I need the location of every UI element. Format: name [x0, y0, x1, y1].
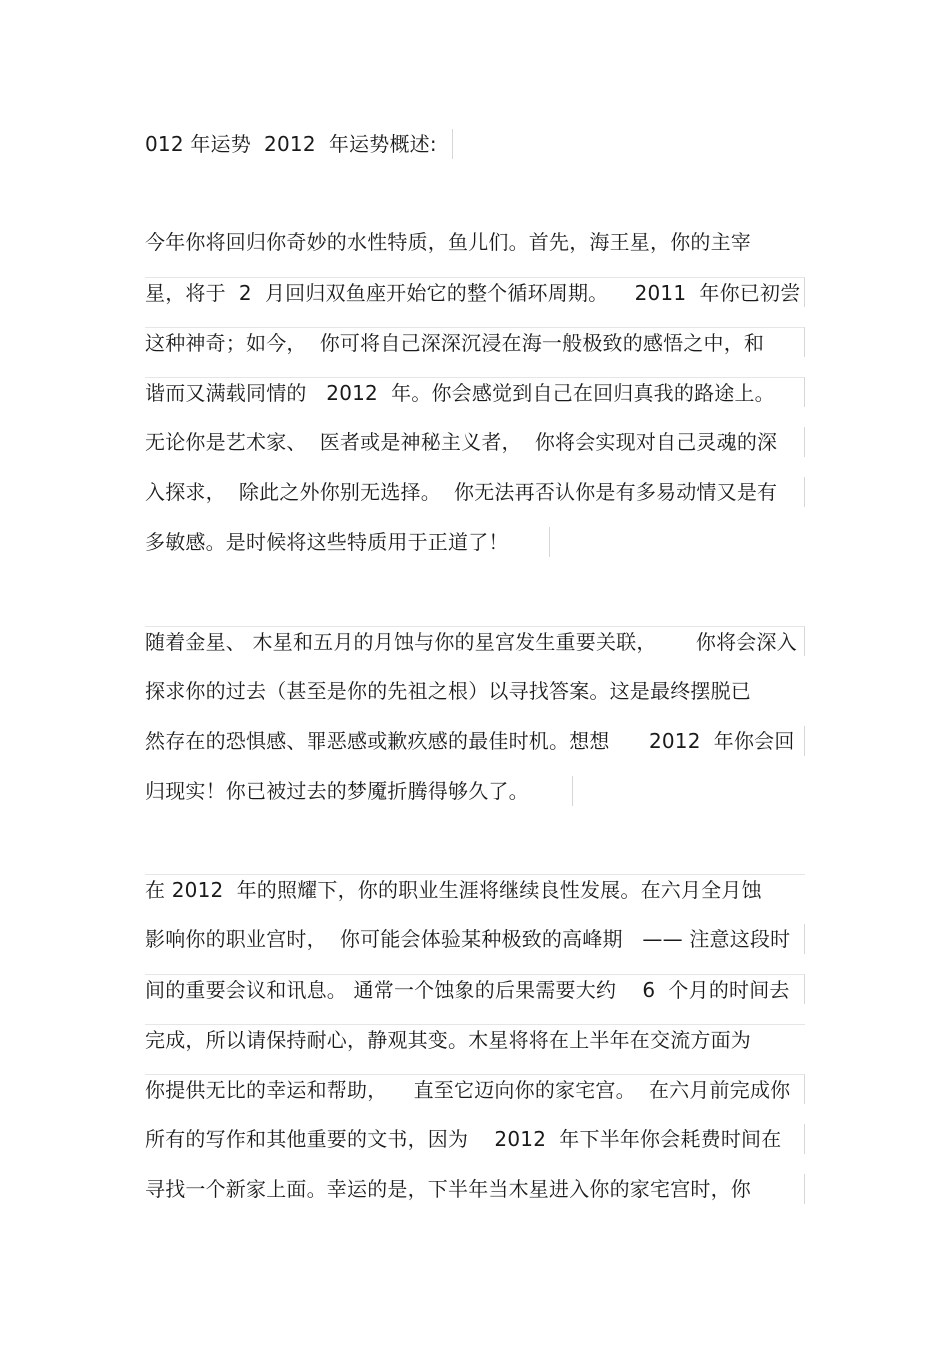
paragraph-1-line-1: 今年你将回归你奇妙的水性特质，鱼儿们。首先，海王星，你的主宰: [145, 230, 751, 254]
document-heading: 012 年运势 2012 年运势概述:: [145, 129, 453, 159]
paragraph-3-line-4: 完成，所以请保持耐心，静观其变。木星将将在上半年在交流方面为: [145, 1024, 805, 1054]
paragraph-1-line-4: 谐而又满载同情的 2012 年。你会感觉到自己在回归真我的路途上。: [145, 377, 805, 407]
paragraph-1-line-5: 无论你是艺术家、 医者或是神秘主义者， 你将会实现对自己灵魂的深: [145, 427, 805, 457]
paragraph-2-line-3: 然存在的恐惧感、罪恶感或歉疚感的最佳时机。想想 2012 年你会回: [145, 726, 805, 756]
paragraph-3-line-1: 在 2012 年的照耀下，你的职业生涯将继续良性发展。在六月全月蚀: [145, 874, 805, 904]
paragraph-1-line-2: 星，将于 2 月回归双鱼座开始它的整个循环周期。 2011 年你已初尝: [145, 277, 805, 307]
paragraph-1-line-3: 这种神奇；如今， 你可将自己深深沉浸在海一般极致的感悟之中，和: [145, 327, 805, 357]
paragraph-3-line-5: 你提供无比的幸运和帮助， 直至它迈向你的家宅宫。 在六月前完成你: [145, 1074, 805, 1104]
paragraph-3-line-2: 影响你的职业宫时， 你可能会体验某种极致的高峰期 —— 注意这段时: [145, 924, 805, 954]
paragraph-2-line-2: 探求你的过去（甚至是你的先祖之根）以寻找答案。这是最终摆脱已: [145, 679, 751, 703]
paragraph-1-line-6: 入探求， 除此之外你别无选择。 你无法再否认你是有多易动情又是有: [145, 477, 805, 507]
paragraph-3-line-3: 间的重要会议和讯息。 通常一个蚀象的后果需要大约 6 个月的时间去: [145, 974, 805, 1004]
paragraph-2-line-4: 归现实！你已被过去的梦魇折腾得够久了。: [145, 776, 573, 806]
paragraph-2-line-1: 随着金星、 木星和五月的月蚀与你的星宫发生重要关联， 你将会深入: [145, 626, 805, 656]
paragraph-3-line-6: 所有的写作和其他重要的文书，因为 2012 年下半年你会耗费时间在: [145, 1124, 805, 1154]
paragraph-3-line-7: 寻找一个新家上面。幸运的是，下半年当木星进入你的家宅宫时，你: [145, 1174, 805, 1204]
paragraph-1-line-7: 多敏感。是时候将这些特质用于正道了！: [145, 527, 550, 557]
